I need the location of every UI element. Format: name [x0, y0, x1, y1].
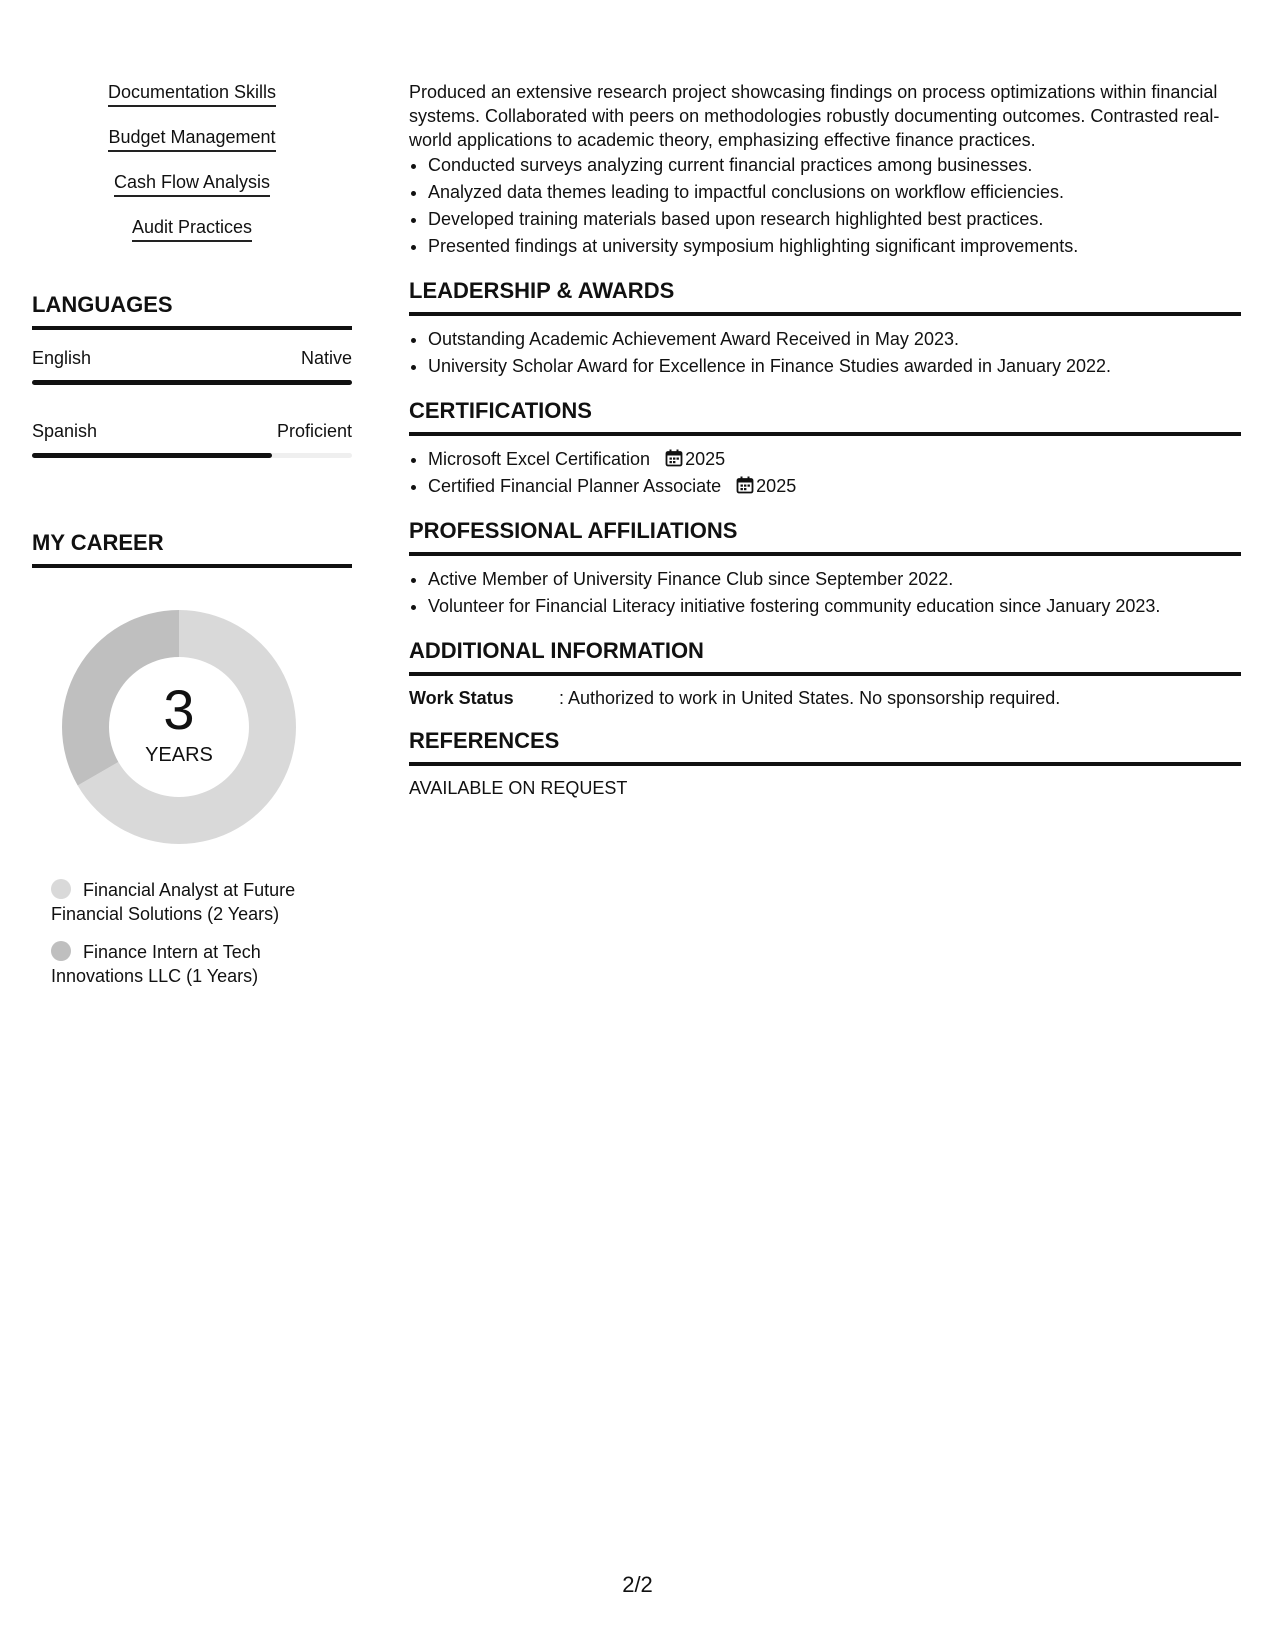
- list-item: • Volunteer for Financial Literacy initiative fostering community education since January 2023.: [428, 593, 1241, 620]
- legend-label: Finance Intern at Tech Innovations LLC (1 Years): [51, 942, 261, 986]
- legend-item: [51, 878, 321, 926]
- leadership-list: [409, 326, 1241, 380]
- career-heading: MY CAREER: [32, 530, 352, 568]
- right-column: [409, 80, 1241, 800]
- language-bar-fill: [32, 380, 352, 385]
- language-bar: [32, 380, 352, 385]
- language-name: English: [32, 348, 92, 368]
- languages-heading: LANGUAGES: [32, 292, 352, 330]
- leadership-heading: LEADERSHIP & AWARDS: [409, 278, 1241, 316]
- list-item: • Active Member of University Finance Club since September 2022.: [428, 566, 1241, 593]
- references-heading: REFERENCES: [409, 728, 1241, 766]
- work-status-value: : Authorized to work in United States. No sponsorship required.: [559, 688, 1061, 708]
- skill-item: [32, 215, 352, 242]
- certification-year: 2025: [685, 449, 726, 469]
- skill-label: Budget Management: [108, 125, 275, 152]
- career-total-years: 3: [163, 678, 195, 741]
- additional-info-heading: ADDITIONAL INFORMATION: [409, 638, 1241, 676]
- list-item: [428, 446, 1241, 473]
- references-text: AVAILABLE ON REQUEST: [409, 778, 628, 798]
- affiliations-list: [409, 566, 1241, 620]
- language-level: Native: [300, 348, 352, 368]
- project-description: Produced an extensive research project showcasing findings on process optimizations within financial systems. Collaborated with peers on methodologies robustly documenting outcomes. Contrasted real-world applications to academic theory, emphasizing effective finance practices.: [409, 82, 1220, 150]
- skill-label: Audit Practices: [132, 215, 252, 242]
- list-item: • Analyzed data themes leading to impactful conclusions on workflow efficiencies.: [428, 179, 1241, 206]
- legend-dot-icon: [51, 941, 71, 961]
- work-status-row: [409, 686, 1241, 710]
- skills-list: [32, 80, 352, 242]
- certification-name: Microsoft Excel Certification: [428, 449, 651, 469]
- list-item: • Presented findings at university symposium highlighting significant improvements.: [428, 233, 1241, 260]
- work-status-label: Work Status: [409, 688, 514, 708]
- list-item: [428, 473, 1241, 500]
- career-donut-chart: [54, 602, 304, 852]
- list-item: • Developed training materials based upon research highlighted best practices.: [428, 206, 1241, 233]
- skill-label: Cash Flow Analysis: [114, 170, 270, 197]
- skill-item: [32, 80, 352, 107]
- affiliations-heading: PROFESSIONAL AFFILIATIONS: [409, 518, 1241, 556]
- language-level: Proficient: [276, 421, 352, 441]
- certifications-list: [409, 446, 1241, 500]
- skill-item: [32, 125, 352, 152]
- legend-item: [51, 940, 321, 988]
- certification-name: Certified Financial Planner Associate: [428, 476, 722, 496]
- list-item: • Conducted surveys analyzing current financial practices among businesses.: [428, 152, 1241, 179]
- certification-year: 2025: [756, 476, 797, 496]
- skill-label: Documentation Skills: [108, 80, 276, 107]
- left-column: [32, 80, 352, 1002]
- list-item: • Outstanding Academic Achievement Award Received in May 2023.: [428, 326, 1241, 353]
- career-legend: [51, 878, 321, 988]
- legend-dot-icon: [51, 879, 71, 899]
- legend-label: Financial Analyst at Future Financial Solutions (2 Years): [51, 880, 296, 924]
- language-bar: [32, 453, 352, 458]
- list-item: • University Scholar Award for Excellence in Finance Studies awarded in January 2022.: [428, 353, 1241, 380]
- project-bullets: [409, 152, 1241, 260]
- language-item: [32, 346, 352, 385]
- language-name: Spanish: [32, 421, 98, 441]
- career-total-unit: YEARS: [145, 744, 213, 766]
- calendar-icon: [665, 449, 683, 467]
- language-item: [32, 419, 352, 458]
- page-number: 2/2: [622, 1572, 653, 1597]
- language-bar-fill: [32, 453, 272, 458]
- calendar-icon: [736, 476, 754, 494]
- skill-item: [32, 170, 352, 197]
- certifications-heading: CERTIFICATIONS: [409, 398, 1241, 436]
